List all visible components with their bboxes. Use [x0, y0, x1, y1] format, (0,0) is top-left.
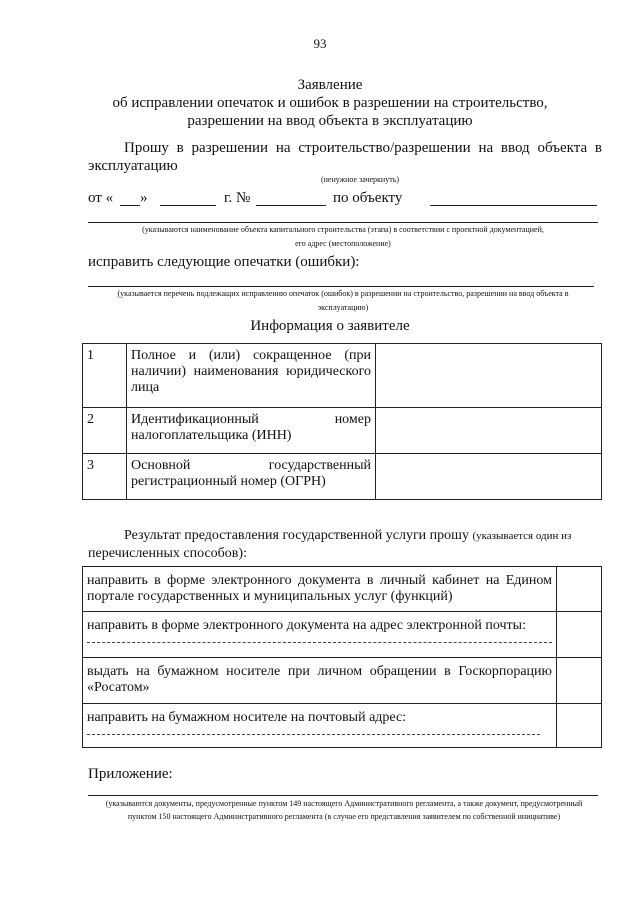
title-line-1: Заявление: [297, 77, 363, 93]
fix-note-1: (указывается перечень подлежащих исправлению опечаток (ошибок) в разрешении на строительство, разрешении на ввод объекта в: [117, 289, 569, 298]
page-number: 93: [313, 36, 327, 51]
attachment-label: Приложение:: [88, 766, 173, 782]
result-option-row: [83, 612, 602, 658]
result-option-row: [83, 567, 602, 612]
result-option-cell: [83, 612, 557, 658]
row-label: Основной государственный регистрационный номер (ОГРН): [127, 454, 376, 500]
result-option-checkbox[interactable]: [557, 658, 602, 704]
object-label: по объекту: [333, 190, 403, 206]
document-title: [60, 76, 600, 130]
row-value-field[interactable]: [376, 408, 602, 454]
attachment-note-2: пунктом 150 настоящего Административного регламента (в случае его представления заявителем по собственной инициативе): [127, 812, 561, 821]
fix-note-2: эксплуатацию): [317, 303, 369, 312]
row-value-field[interactable]: [376, 344, 602, 408]
request-line-1: Прошу в разрешении на строительство/разрешении на ввод объекта в: [124, 140, 602, 156]
attachment-note-1: (указываются документы, предусмотренные пунктом 149 настоящего Административного регламента, а также документ, предусмотренный: [105, 799, 583, 808]
object-note-2: его адрес (местоположение): [295, 239, 391, 248]
postal-address-field[interactable]: [87, 734, 540, 735]
result-option-row: [83, 658, 602, 704]
result-intro: [124, 528, 604, 544]
year-label: г. №: [224, 190, 251, 206]
object-full-line[interactable]: [88, 222, 598, 223]
result-options-table: [82, 566, 602, 748]
applicant-row: [83, 344, 602, 408]
result-option-label: направить на бумажном носителе на почтовый адрес:: [87, 710, 407, 725]
applicant-heading: Информация о заявителе: [250, 318, 410, 334]
strike-note: (ненужное зачеркнуть): [320, 175, 400, 184]
title-line-3: разрешении на ввод объекта в эксплуатацию: [187, 113, 473, 129]
applicant-row: [83, 454, 602, 500]
result-option-label: направить в форме электронного документа в личный кабинет на Едином порталe государственных и муниципальных услуг (функций): [83, 567, 557, 612]
object-note-1: (указываются наименование объекта капитального строительства (этапа) в соответствии с проектной документацией,: [142, 225, 544, 234]
date-mid: »: [140, 190, 148, 206]
row-label: Полное и (или) сокращенное (при наличии) наименования юридического лица: [127, 344, 376, 408]
day-field[interactable]: [120, 205, 140, 206]
number-field[interactable]: [256, 205, 326, 206]
result-option-label: направить в форме электронного документа на адрес электронной почты:: [87, 618, 526, 633]
result-intro-note: (указывается один из: [472, 530, 572, 542]
row-number: 3: [83, 454, 127, 500]
result-option-checkbox[interactable]: [557, 612, 602, 658]
fix-label: исправить следующие опечатки (ошибки):: [88, 254, 360, 270]
email-field[interactable]: [87, 642, 552, 643]
month-field[interactable]: [160, 205, 216, 206]
object-field[interactable]: [430, 205, 597, 206]
row-number: 2: [83, 408, 127, 454]
date-prefix: от «: [88, 190, 114, 206]
title-line-2: об исправлении опечаток и ошибок в разрешении на строительство,: [112, 95, 548, 111]
result-option-label: выдать на бумажном носителе при личном обращении в Госкорпорацию «Росатом»: [83, 658, 557, 704]
result-option-checkbox[interactable]: [557, 704, 602, 748]
result-option-row: [83, 704, 602, 748]
result-option-cell: [83, 704, 557, 748]
row-number: 1: [83, 344, 127, 408]
applicant-row: [83, 408, 602, 454]
row-label: Идентификационный номер налогоплательщика (ИНН): [127, 408, 376, 454]
attachment-field[interactable]: [88, 795, 598, 796]
result-option-checkbox[interactable]: [557, 567, 602, 612]
request-line-2: эксплуатацию: [88, 158, 178, 174]
result-intro-line-2: перечисленных способов):: [88, 546, 247, 561]
fix-field[interactable]: [88, 286, 594, 287]
result-intro-main: Результат предоставления государственной услуги прошу: [124, 528, 469, 543]
applicant-table: [82, 343, 602, 500]
row-value-field[interactable]: [376, 454, 602, 500]
